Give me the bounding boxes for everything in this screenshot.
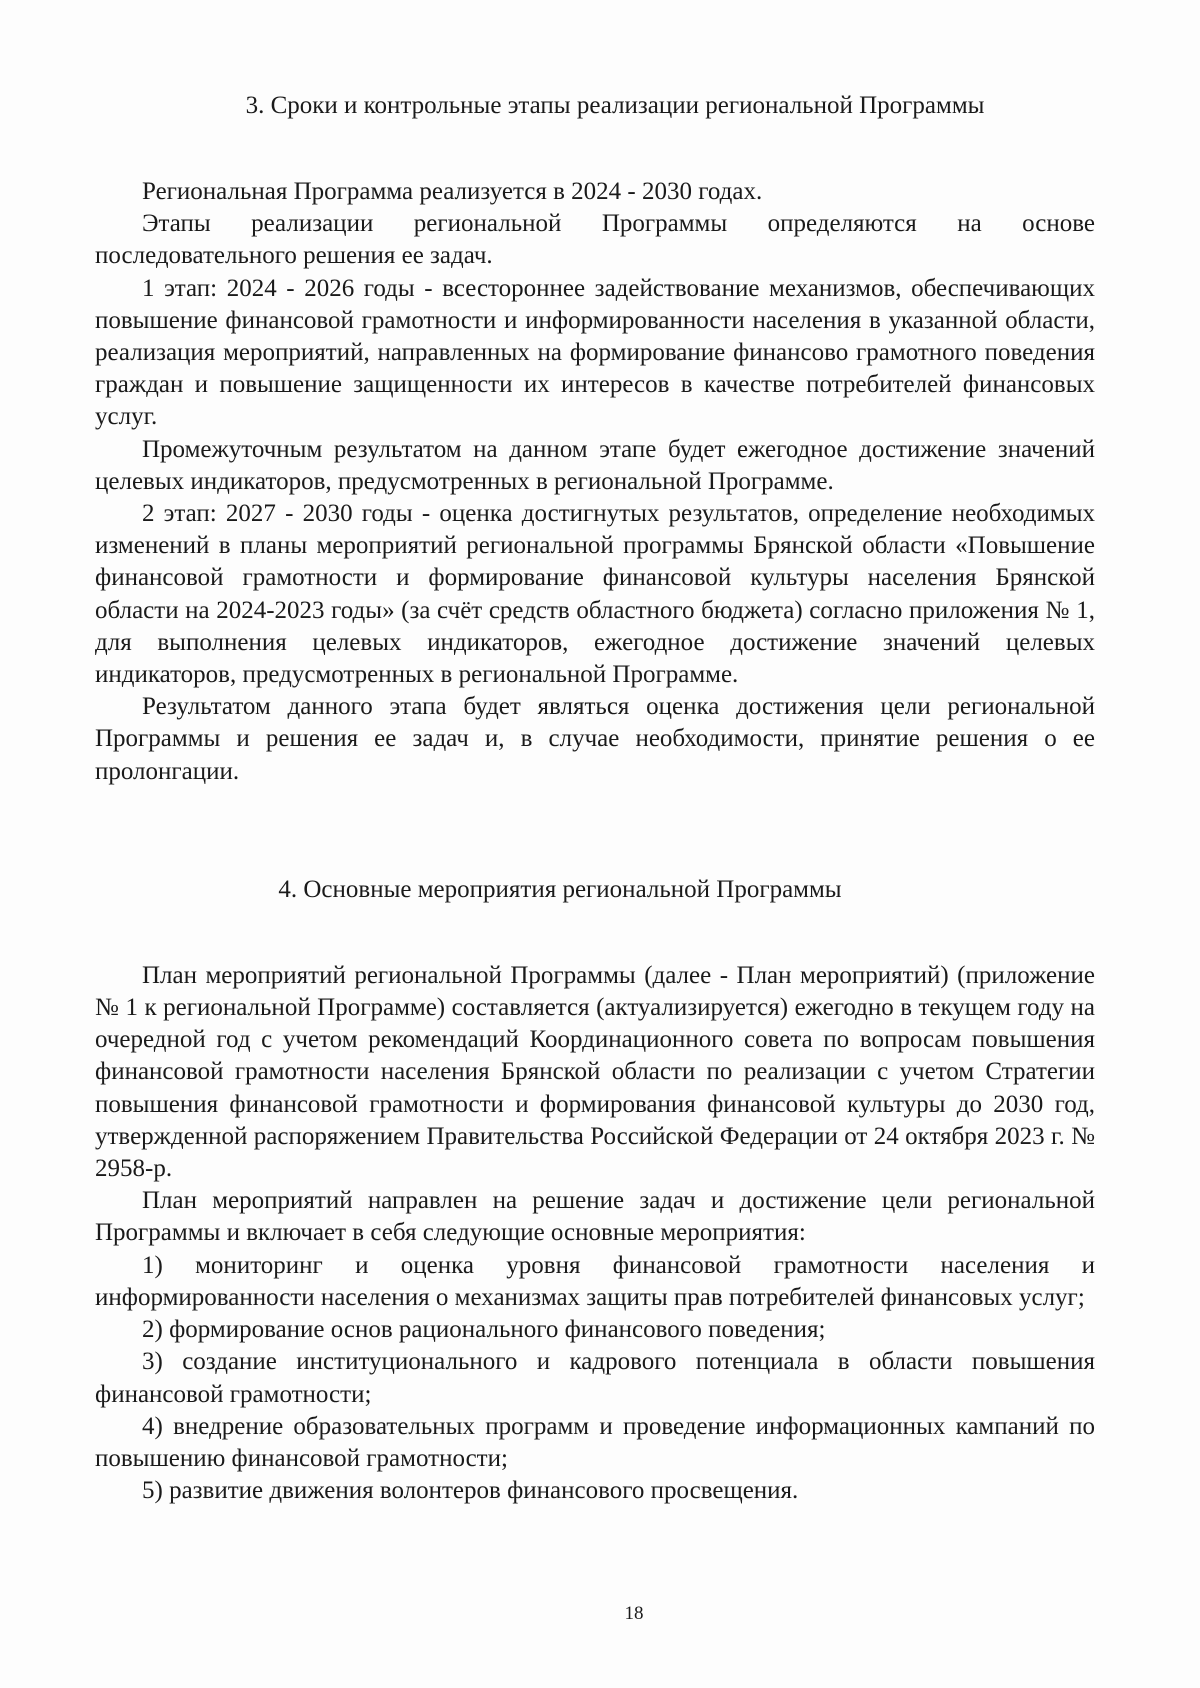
section-3 <box>95 90 1095 788</box>
page-content <box>95 90 1095 1507</box>
section-4-list-item-2: 2) формирование основ рационального финансового поведения; <box>142 1316 826 1344</box>
section-4-paragraph-1: План мероприятий региональной Программы (далее - План мероприятий) (приложение № 1 к региональной Программе) составляется (актуализируется) ежегодно в текущем году на очередной год с учетом рекомендаций Координационного совета по вопросам повышения финансовой грамотности населения Брянской области по реализации с учетом Стратегии повышения финансовой грамотности и формирования финансовой культуры до 2030 год, утвержденной распоряжением Правительства Российской Федерации от 24 октября 2023 г. № 2958-р. <box>95 961 1095 1183</box>
section-4-list-item-5: 5) развитие движения волонтеров финансового просвещения. <box>142 1477 799 1505</box>
section-3-paragraph-6: Результатом данного этапа будет являться оценка достижения цели региональной Программы и решения ее задач и, в случае необходимости, принятие решения о ее пролонгации. <box>95 693 1095 785</box>
section-4-title: 4. Основные мероприятия региональной Программы <box>278 875 842 903</box>
section-4-list-item-3: 3) создание институционального и кадрового потенциала в области повышения финансовой грамотности; <box>95 1348 1095 1408</box>
page-number: 18 <box>624 1603 644 1624</box>
section-3-paragraph-2: Этапы реализации региональной Программы определяются на основе последовательного решения ее задач. <box>95 210 1095 270</box>
section-3-title: 3. Сроки и контрольные этапы реализации региональной Программы <box>245 92 985 119</box>
section-3-paragraph-4: Промежуточным результатом на данном этапе будет ежегодное достижение значений целевых индикаторов, предусмотренных в региональной Программе. <box>95 435 1095 495</box>
section-3-paragraph-3: 1 этап: 2024 - 2026 годы - всестороннее задействование механизмов, обеспечивающих повышение финансовой грамотности и информированности населения в указанной области, реализация мероприятий, направленных на формирование финансово грамотного поведения граждан и повышение защищенности их интересов в качестве потребителей финансовых услуг. <box>95 274 1095 431</box>
section-3-paragraph-5: 2 этап: 2027 - 2030 годы - оценка достигнутых результатов, определение необходимых изменений в планы мероприятий региональной программы Брянской области «Повышение финансовой грамотности и формирование финансовой культуры населения Брянской области на 2024-2023 годы» (за счёт средств областного бюджета) согласно приложения № 1, для выполнения целевых индикаторов, ежегодное достижение значений целевых индикаторов, предусмотренных в региональной Программе. <box>95 500 1095 689</box>
section-4-paragraph-2: План мероприятий направлен на решение задач и достижение цели региональной Программы и включает в себя следующие основные мероприятия: <box>95 1187 1095 1247</box>
section-4-list-item-1: 1) мониторинг и оценка уровня финансовой грамотности населения и информированности населения о механизмах защиты прав потребителей финансовых услуг; <box>95 1251 1095 1311</box>
section-4 <box>95 874 1095 1507</box>
section-4-list-item-4: 4) внедрение образовательных программ и проведение информационных кампаний по повышению финансовой грамотности; <box>95 1412 1095 1472</box>
section-3-paragraph-1: Региональная Программа реализуется в 2024 - 2030 годах. <box>142 178 763 205</box>
